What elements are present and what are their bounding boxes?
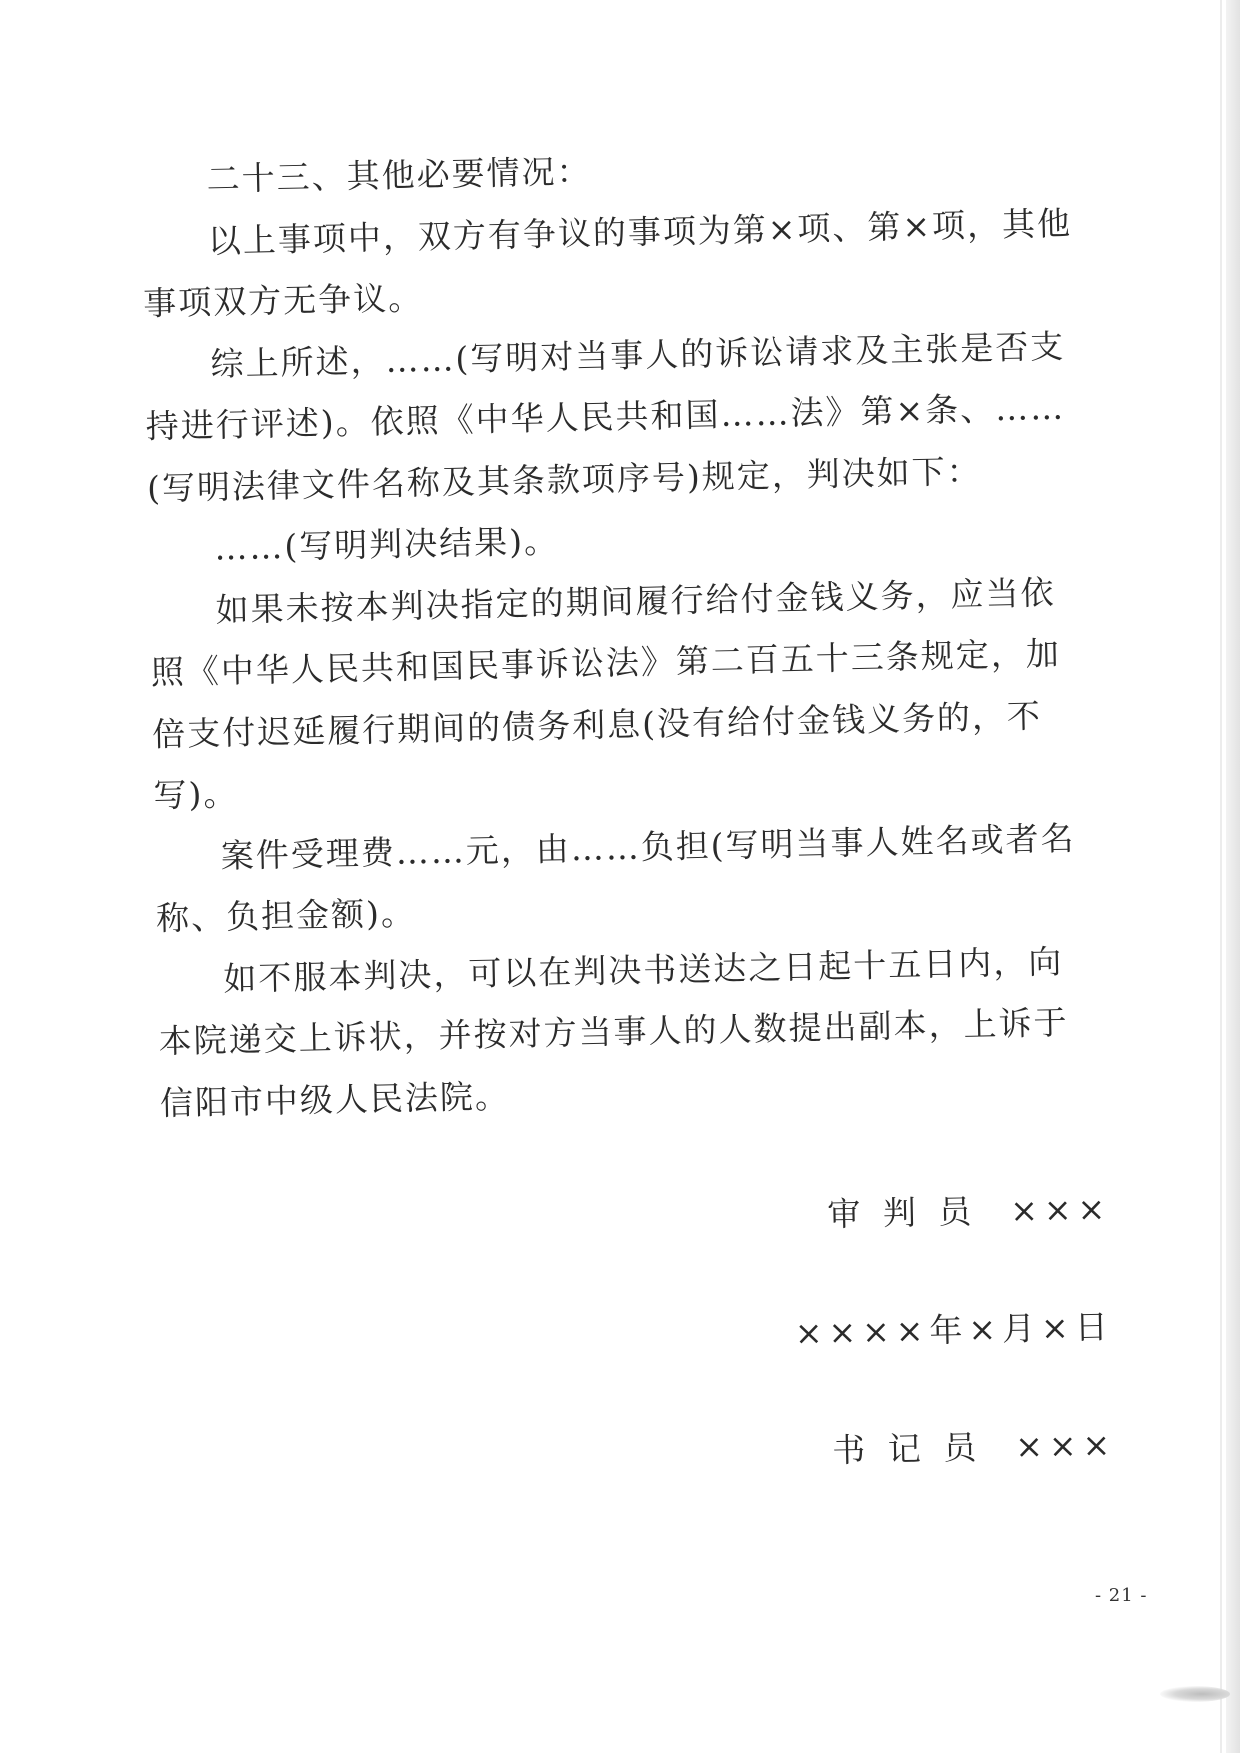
signature-block (690, 1150, 1117, 1513)
paragraph-case-fee: 案件受理费……元，由……负担(写明当事人姓名或者名称、负担金额)。 (155, 818, 1076, 938)
judge-signature: 审 判 员 ××× (826, 1188, 1112, 1234)
paragraph-disputed-items: 以上事项中，双方有争议的事项为第×项、第×项，其他事项双方无争议。 (142, 203, 1073, 323)
paragraph-appeal: 如不服本判决，可以在判决书送达之日起十五日内，向本院递交上诉状，并按对方当事人的人数提出副本，上诉于信阳市中级人民法院。 (158, 941, 1069, 1123)
paragraph-summary: 综上所述，……(写明对当事人的诉讼请求及主张是否支持进行评述)。依照《中华人民共和国……法》第×条、……(写明法律文件名称及其条款项序号)规定，判决如下： (145, 326, 1066, 508)
paragraph-other-circumstances: 二十三、其他必要情况： (206, 151, 592, 199)
clerk-signature: 书 记 员 ××× (831, 1424, 1117, 1470)
paragraph-payment-obligation: 如果未按本判决指定的期间履行给付金钱义务，应当依照《中华人民共和国民事诉讼法》第二百五十三条规定，加倍支付迟延履行期间的债务利息(没有给付金钱义务的，不写)。 (150, 572, 1062, 815)
page-number: - 21 - (1095, 1585, 1148, 1606)
scan-smudge (1160, 1686, 1230, 1702)
judgment-date: ××××年×月×日 (794, 1306, 1115, 1353)
scan-edge (1226, 0, 1240, 1753)
judgment-body (140, 130, 1100, 1133)
paragraph-judgment-result: ……(写明判决结果)。 (213, 521, 560, 568)
scan-edge-line (1220, 0, 1222, 1753)
